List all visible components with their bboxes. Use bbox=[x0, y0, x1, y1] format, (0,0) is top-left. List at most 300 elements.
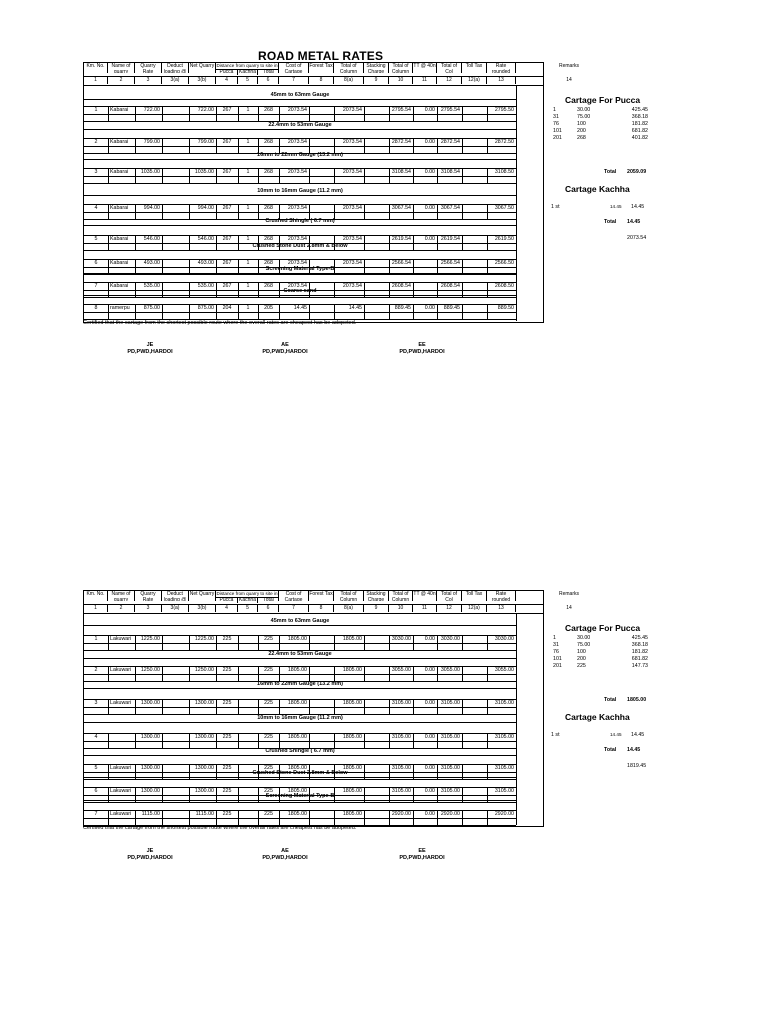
cell-net: 1300.00 bbox=[194, 734, 214, 740]
cell-border bbox=[135, 259, 136, 274]
header-number-cell: 3 bbox=[135, 605, 162, 612]
cell-border bbox=[135, 138, 136, 153]
header-cell: Remarks bbox=[558, 63, 579, 69]
cell-border bbox=[309, 733, 310, 748]
cell-cartage: 1805.00 bbox=[287, 811, 307, 817]
slab-amount: 368.18 bbox=[631, 642, 648, 648]
header-number-cell: 4 bbox=[216, 605, 238, 612]
cell-rate: 546.00 bbox=[143, 236, 160, 242]
cell-border bbox=[462, 204, 463, 219]
cell-rounded: 3105.00 bbox=[494, 788, 514, 794]
gauge-heading: 10mm to 16mm Gauge (11.2 mm) bbox=[257, 715, 343, 721]
cell-border bbox=[238, 282, 239, 297]
cell-name: ramerpu bbox=[110, 305, 130, 311]
cell-km: 4 bbox=[94, 205, 98, 211]
cell-rate: 1300.00 bbox=[140, 700, 160, 706]
cell-border bbox=[108, 282, 109, 297]
cell-col8a: 1805.00 bbox=[342, 734, 362, 740]
cell-border bbox=[216, 106, 217, 121]
cell-col10: 3105.00 bbox=[391, 788, 411, 794]
cell-col12: 3105.00 bbox=[440, 788, 460, 794]
row-line bbox=[84, 714, 516, 715]
row-line bbox=[84, 699, 516, 700]
row-line bbox=[84, 290, 516, 291]
cell-col12: 2795.54 bbox=[440, 107, 460, 113]
table-row bbox=[84, 733, 544, 741]
cell-km: 6 bbox=[94, 788, 98, 794]
cell-net: 799.00 bbox=[197, 139, 214, 145]
cell-border bbox=[216, 666, 217, 681]
cell-border bbox=[389, 764, 390, 779]
cartage-kachha-title: Cartage Kachha bbox=[565, 712, 630, 722]
cell-border bbox=[238, 259, 239, 274]
cell-border bbox=[135, 764, 136, 779]
cell-col12: 3030.00 bbox=[440, 636, 460, 642]
cell-border bbox=[334, 259, 335, 274]
cell-cartage: 1805.00 bbox=[287, 734, 307, 740]
cell-border bbox=[437, 699, 438, 714]
cell-rate: 875.00 bbox=[143, 305, 160, 311]
cell-border bbox=[364, 168, 365, 183]
header-subcell: Total bbox=[263, 70, 274, 75]
cell-total: 225 bbox=[264, 788, 273, 794]
cell-border bbox=[189, 635, 190, 650]
header-number-cell: 6 bbox=[258, 77, 279, 84]
cell-border bbox=[413, 699, 414, 714]
pucca-total-value: 1805.00 bbox=[627, 697, 647, 703]
signature-office: PD,PWD,HARDOI bbox=[127, 349, 173, 355]
gauge-heading: 10mm to 16mm Gauge (11.2 mm) bbox=[257, 188, 343, 194]
pucca-slab-row bbox=[552, 663, 648, 670]
cell-cartage: 1805.00 bbox=[287, 765, 307, 771]
signature-role: AE bbox=[281, 848, 289, 854]
kachha-label: 1 st bbox=[551, 732, 560, 738]
pucca-slab-row bbox=[552, 121, 648, 128]
cell-col12: 2608.54 bbox=[440, 283, 460, 289]
cell-border bbox=[108, 666, 109, 681]
gauge-divider bbox=[84, 195, 516, 196]
cell-border bbox=[462, 168, 463, 183]
cell-net: 1300.00 bbox=[194, 700, 214, 706]
cell-border bbox=[437, 764, 438, 779]
cell-border bbox=[364, 635, 365, 650]
cell-border bbox=[309, 764, 310, 779]
cell-border bbox=[279, 168, 280, 183]
cell-total: 225 bbox=[264, 765, 273, 771]
cell-border bbox=[462, 733, 463, 748]
cell-border bbox=[389, 168, 390, 183]
gauge-divider bbox=[84, 295, 516, 296]
cell-border bbox=[462, 699, 463, 714]
cell-border bbox=[135, 204, 136, 219]
cell-pucca: 267 bbox=[222, 283, 232, 289]
cell-border bbox=[309, 666, 310, 681]
header-cell: Remarks bbox=[558, 591, 579, 597]
cell-col10: 3105.00 bbox=[391, 765, 411, 771]
row-line bbox=[84, 741, 516, 742]
cell-border bbox=[238, 168, 239, 183]
cell-border bbox=[309, 259, 310, 274]
cell-total: 268 bbox=[264, 236, 273, 242]
cell-border bbox=[279, 733, 280, 748]
slab-amount: 147.73 bbox=[631, 663, 648, 669]
header-number-cell: 3(b) bbox=[189, 77, 216, 84]
cell-kachha: 1 bbox=[246, 107, 250, 113]
signature-office: PD,PWD,HARDOI bbox=[127, 855, 173, 861]
cell-border bbox=[216, 787, 217, 802]
cell-border bbox=[364, 764, 365, 779]
cell-border bbox=[389, 235, 390, 250]
signature-block bbox=[245, 848, 325, 862]
kachha-total-value: 14.45 bbox=[627, 747, 641, 753]
header-number-cell: 3 bbox=[135, 77, 162, 84]
cell-border bbox=[462, 259, 463, 274]
pucca-slab-row bbox=[552, 649, 648, 656]
cell-border bbox=[162, 699, 163, 714]
row-line bbox=[84, 297, 516, 298]
row-line bbox=[84, 219, 516, 220]
cell-rounded: 3105.00 bbox=[494, 700, 514, 706]
row-line bbox=[84, 304, 516, 305]
cell-col10: 2608.54 bbox=[391, 283, 411, 289]
cell-border bbox=[487, 204, 488, 219]
cell-border bbox=[487, 733, 488, 748]
kachha-total-label: Total bbox=[604, 747, 617, 753]
cell-border bbox=[389, 282, 390, 297]
cell-border bbox=[389, 699, 390, 714]
gauge-divider bbox=[84, 99, 516, 100]
row-line bbox=[84, 635, 516, 636]
cell-border bbox=[309, 106, 310, 121]
row-line bbox=[84, 707, 516, 708]
cell-total: 205 bbox=[264, 305, 273, 311]
header-number-cell: 9 bbox=[364, 605, 389, 612]
cell-border bbox=[279, 304, 280, 319]
cell-border bbox=[162, 304, 163, 319]
cell-kachha: 1 bbox=[246, 236, 250, 242]
pucca-total-value: 2059.09 bbox=[627, 169, 647, 175]
cell-border bbox=[364, 304, 365, 319]
slab-to: 75.00 bbox=[577, 114, 591, 120]
signature-role: JE bbox=[146, 848, 154, 854]
cell-col8a: 2073.54 bbox=[342, 169, 362, 175]
slab-to: 100 bbox=[577, 649, 586, 655]
cell-border bbox=[309, 810, 310, 825]
cell-border bbox=[334, 106, 335, 121]
cell-border bbox=[437, 810, 438, 825]
cell-col12: 3067.54 bbox=[440, 205, 460, 211]
cell-name: Lakuwari bbox=[110, 788, 132, 794]
cell-total: 268 bbox=[264, 283, 273, 289]
cell-border bbox=[462, 106, 463, 121]
page-title: ROAD METAL RATES bbox=[258, 49, 384, 63]
cell-km: 4 bbox=[94, 734, 98, 740]
cell-border bbox=[238, 204, 239, 219]
header-subcell: Total bbox=[263, 598, 274, 603]
cell-border bbox=[309, 787, 310, 802]
grand-total-value: 2073.54 bbox=[627, 235, 647, 241]
header-cell: TT @ 40n bbox=[413, 63, 437, 73]
cell-name: Lakuwari bbox=[110, 667, 132, 673]
cell-border bbox=[279, 138, 280, 153]
cell-col12: 2872.54 bbox=[440, 139, 460, 145]
signature-block bbox=[382, 342, 462, 356]
cell-total: 268 bbox=[264, 205, 273, 211]
cell-rounded: 3105.00 bbox=[494, 734, 514, 740]
header-cell: Toll Tax bbox=[462, 63, 487, 73]
row-line bbox=[84, 235, 516, 236]
cell-pucca: 225 bbox=[222, 734, 232, 740]
kachha-total-value: 14.45 bbox=[627, 219, 641, 225]
header-number-cell: 2 bbox=[108, 605, 135, 612]
cell-rate: 1300.00 bbox=[140, 734, 160, 740]
header-number-cell: 12 bbox=[437, 605, 462, 612]
certificate-text: Certified that the cartage from the shortest possible route where the overall rates are cheapest has be adopeted. bbox=[83, 320, 357, 326]
slab-from: 101 bbox=[553, 128, 562, 134]
row-line bbox=[84, 138, 516, 139]
header-divider bbox=[84, 613, 543, 614]
cell-col8a: 2073.54 bbox=[342, 260, 362, 266]
row-line bbox=[84, 114, 516, 115]
header-cell: Net Quarry bbox=[189, 591, 216, 601]
cell-border bbox=[364, 699, 365, 714]
gauge-heading: 45mm to 63mm Gauge bbox=[270, 92, 330, 98]
cell-border bbox=[437, 138, 438, 153]
slab-from: 1 bbox=[553, 107, 556, 113]
table-header-names bbox=[84, 63, 622, 73]
cell-border bbox=[216, 764, 217, 779]
signature-block bbox=[245, 342, 325, 356]
gauge-heading: Crushed Stone Dust 2.8mm & Below bbox=[252, 770, 348, 776]
cell-tt: 0.00 bbox=[424, 305, 435, 311]
table-row bbox=[84, 168, 544, 176]
header-cell: Deduct loading @ bbox=[162, 63, 189, 73]
slab-amount: 181.82 bbox=[631, 121, 648, 127]
row-line bbox=[84, 312, 516, 313]
cell-rounded: 2872.50 bbox=[494, 139, 514, 145]
header-cell: Forest Tax bbox=[309, 591, 334, 601]
cell-kachha: 1 bbox=[246, 260, 250, 266]
slab-amount: 181.82 bbox=[631, 649, 648, 655]
cell-border bbox=[309, 635, 310, 650]
cell-rate: 1225.00 bbox=[140, 636, 160, 642]
cell-name: Kabarai bbox=[110, 107, 129, 113]
header-number-cell: 9 bbox=[364, 77, 389, 84]
cell-border bbox=[279, 204, 280, 219]
pucca-slab-row bbox=[552, 656, 648, 663]
cell-border bbox=[462, 635, 463, 650]
header-number-cell: 7 bbox=[279, 605, 309, 612]
cell-col10: 3108.54 bbox=[391, 169, 411, 175]
cell-rate: 1250.00 bbox=[140, 667, 160, 673]
cell-border bbox=[216, 259, 217, 274]
cell-border bbox=[238, 635, 239, 650]
row-line bbox=[84, 733, 516, 734]
cell-border bbox=[162, 810, 163, 825]
header-number-cell: 6 bbox=[258, 605, 279, 612]
cell-net: 1300.00 bbox=[194, 788, 214, 794]
cell-col8a: 1805.00 bbox=[342, 765, 362, 771]
cell-border bbox=[364, 138, 365, 153]
slab-to: 268 bbox=[577, 135, 586, 141]
cell-border bbox=[334, 666, 335, 681]
header-number-cell: 1 bbox=[84, 77, 108, 84]
gauge-heading: 16mm to 22mm Gauge (13.2 mm) bbox=[257, 152, 343, 158]
cell-border bbox=[238, 106, 239, 121]
header-number-cell: 8 bbox=[309, 605, 334, 612]
cell-border bbox=[108, 635, 109, 650]
row-line bbox=[84, 666, 516, 667]
cell-border bbox=[279, 635, 280, 650]
cell-border bbox=[238, 810, 239, 825]
row-line bbox=[84, 674, 516, 675]
cell-border bbox=[258, 764, 259, 779]
cell-border bbox=[437, 733, 438, 748]
pucca-slab-row bbox=[552, 114, 648, 121]
cell-col10: 2872.54 bbox=[391, 139, 411, 145]
cell-border bbox=[162, 635, 163, 650]
cell-cartage: 2073.54 bbox=[287, 283, 307, 289]
row-line bbox=[84, 243, 516, 244]
cell-name: Kabarai bbox=[110, 260, 129, 266]
cell-border bbox=[108, 787, 109, 802]
kachha-total-label: Total bbox=[604, 219, 617, 225]
header-number-cell: 11 bbox=[413, 605, 437, 612]
header-cell: Forest Tax bbox=[309, 63, 334, 73]
cell-net: 994.00 bbox=[197, 205, 214, 211]
cell-pucca: 267 bbox=[222, 260, 232, 266]
kachha-rate: 14.45 bbox=[610, 204, 622, 209]
cell-border bbox=[258, 666, 259, 681]
cell-border bbox=[487, 635, 488, 650]
table-row bbox=[84, 764, 544, 772]
header-subcell: Kachha bbox=[238, 70, 258, 75]
cell-tt: 0.00 bbox=[424, 667, 435, 673]
cell-border bbox=[189, 282, 190, 297]
cell-rate: 722.00 bbox=[143, 107, 160, 113]
cell-border bbox=[135, 106, 136, 121]
slab-amount: 368.18 bbox=[631, 114, 648, 120]
cell-border bbox=[389, 635, 390, 650]
cell-border bbox=[389, 787, 390, 802]
cell-border bbox=[389, 733, 390, 748]
cell-border bbox=[162, 764, 163, 779]
header-number-cell: 2 bbox=[108, 77, 135, 84]
cell-border bbox=[238, 304, 239, 319]
header-cell: Stacking Charge bbox=[364, 591, 389, 601]
cell-border bbox=[258, 635, 259, 650]
cell-border bbox=[189, 235, 190, 250]
cell-col8a: 1805.00 bbox=[342, 636, 362, 642]
header-number-cell: 3(a) bbox=[162, 605, 189, 612]
cartage-pucca-title: Cartage For Pucca bbox=[565, 623, 641, 633]
cell-tt: 0.00 bbox=[424, 236, 435, 242]
cell-border bbox=[238, 699, 239, 714]
cell-rate: 1300.00 bbox=[140, 788, 160, 794]
cell-border bbox=[108, 810, 109, 825]
cell-border bbox=[487, 764, 488, 779]
cell-col10: 3105.00 bbox=[391, 734, 411, 740]
cell-border bbox=[216, 810, 217, 825]
cell-border bbox=[108, 733, 109, 748]
cell-net: 546.00 bbox=[197, 236, 214, 242]
header-cell: Total of Column bbox=[334, 591, 364, 601]
cell-border bbox=[334, 282, 335, 297]
cell-col10: 2619.54 bbox=[391, 236, 411, 242]
cell-name: Kabarai bbox=[110, 139, 129, 145]
cell-border bbox=[135, 666, 136, 681]
cell-col10: 3030.00 bbox=[391, 636, 411, 642]
cell-cartage: 2073.54 bbox=[287, 260, 307, 266]
cell-km: 5 bbox=[94, 765, 98, 771]
header-subcell: Pucca bbox=[216, 70, 238, 75]
header-number-cell: 12 bbox=[437, 77, 462, 84]
cell-rate: 1115.00 bbox=[141, 811, 160, 817]
cell-border bbox=[389, 106, 390, 121]
table-header-numbers bbox=[84, 77, 622, 84]
slab-to: 200 bbox=[577, 128, 586, 134]
signature-role: JE bbox=[146, 342, 154, 348]
cell-border bbox=[487, 304, 488, 319]
cell-border bbox=[487, 787, 488, 802]
cell-border bbox=[309, 282, 310, 297]
cell-border bbox=[258, 168, 259, 183]
header-number-cell: 12(a) bbox=[462, 77, 487, 84]
cell-km: 1 bbox=[94, 636, 98, 642]
cell-border bbox=[413, 259, 414, 274]
cell-col10: 2566.54 bbox=[391, 260, 411, 266]
cell-border bbox=[487, 282, 488, 297]
header-number-cell: 3(a) bbox=[162, 77, 189, 84]
cell-border bbox=[413, 787, 414, 802]
cell-border bbox=[437, 168, 438, 183]
kachha-value: 14.45 bbox=[631, 204, 645, 210]
cell-border bbox=[462, 138, 463, 153]
cell-border bbox=[238, 787, 239, 802]
kachha-label: 1 st bbox=[551, 204, 560, 210]
cell-border bbox=[487, 666, 488, 681]
row-line bbox=[84, 764, 516, 765]
gauge-divider bbox=[84, 755, 516, 756]
cell-border bbox=[135, 304, 136, 319]
slab-from: 101 bbox=[553, 656, 562, 662]
cell-border bbox=[162, 787, 163, 802]
signature-role: EE bbox=[418, 848, 426, 854]
cell-pucca: 267 bbox=[222, 205, 232, 211]
cell-border bbox=[238, 764, 239, 779]
cell-border bbox=[279, 787, 280, 802]
cell-border bbox=[108, 204, 109, 219]
pucca-slab-row bbox=[552, 642, 648, 649]
table-row bbox=[84, 138, 544, 146]
slab-from: 76 bbox=[553, 649, 559, 655]
cell-border bbox=[413, 304, 414, 319]
cell-border bbox=[413, 235, 414, 250]
cell-total: 225 bbox=[264, 734, 273, 740]
cell-border bbox=[108, 138, 109, 153]
cell-cartage: 2073.54 bbox=[287, 169, 307, 175]
slab-to: 200 bbox=[577, 656, 586, 662]
cell-tt: 0.00 bbox=[424, 788, 435, 794]
header-cell: Name of quarry bbox=[108, 63, 135, 73]
gauge-heading: 22.4mm to 53mm Gauge bbox=[268, 651, 332, 657]
cell-border bbox=[309, 304, 310, 319]
header-cell: Toll Tax bbox=[462, 591, 487, 601]
signature-office: PD,PWD,HARDOI bbox=[262, 349, 308, 355]
cell-km: 1 bbox=[94, 107, 98, 113]
cell-border bbox=[189, 666, 190, 681]
cell-cartage: 2073.54 bbox=[287, 236, 307, 242]
